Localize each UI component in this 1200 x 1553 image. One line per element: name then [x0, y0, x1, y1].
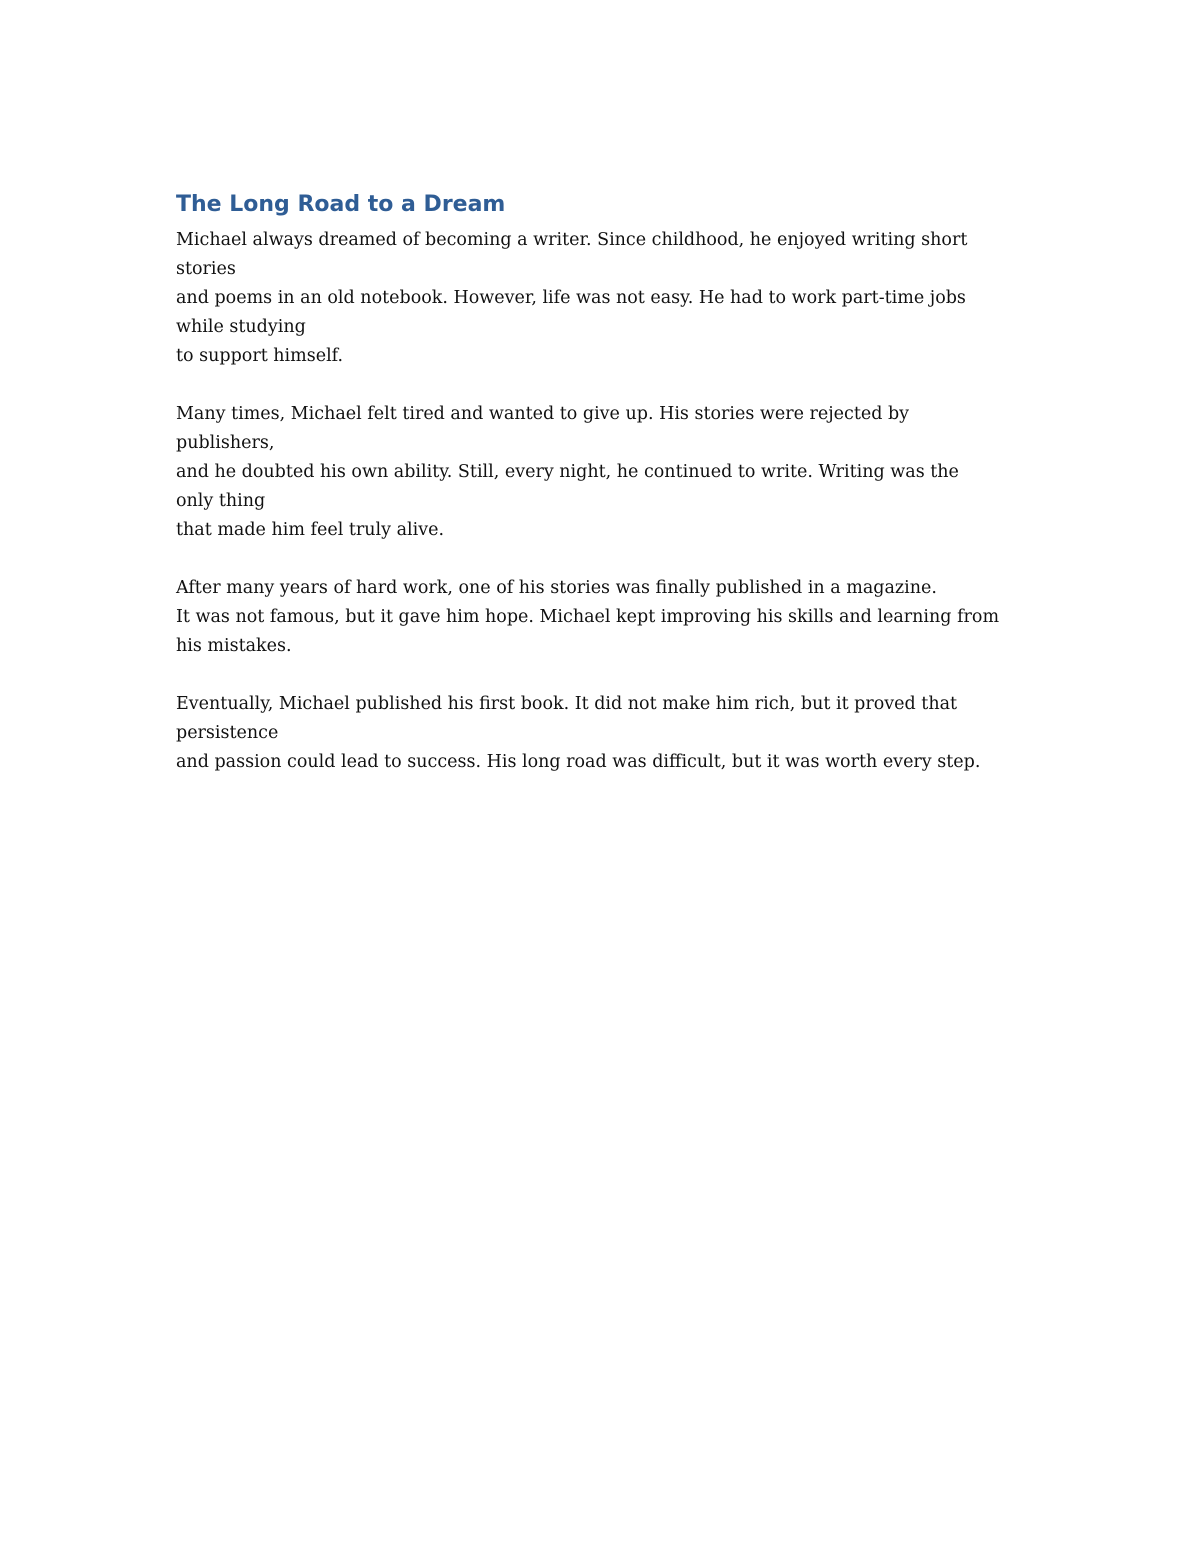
- paragraph-line: It was not famous, but it gave him hope. Michael kept improving his skills and learning from: [176, 607, 1000, 627]
- paragraph-line: to support himself.: [176, 346, 344, 366]
- paragraph-line: only thing: [176, 491, 266, 511]
- paragraph-line: persistence: [176, 723, 279, 743]
- paragraph-line: and he doubted his own ability. Still, every night, he continued to write. Writing was the: [176, 462, 959, 482]
- paragraph-line: Eventually, Michael published his first book. It did not make him rich, but it proved that: [176, 694, 958, 714]
- paragraph-4: [176, 690, 1026, 777]
- paragraph-1: [176, 226, 1026, 371]
- paragraph-3: [176, 574, 1026, 661]
- paragraph-line: publishers,: [176, 433, 275, 453]
- paragraph-line: stories: [176, 259, 236, 279]
- paragraph-line: and passion could lead to success. His long road was difficult, but it was worth every step.: [176, 752, 981, 772]
- document-body: [176, 190, 1026, 806]
- paragraph-line: Michael always dreamed of becoming a writer. Since childhood, he enjoyed writing short: [176, 230, 968, 250]
- paragraph-2: [176, 400, 1026, 545]
- paragraph-line: while studying: [176, 317, 306, 337]
- paragraph-line: After many years of hard work, one of his stories was finally published in a magazine.: [176, 578, 937, 598]
- document-title: The Long Road to a Dream: [176, 192, 506, 217]
- paragraph-line: and poems in an old notebook. However, life was not easy. He had to work part-time jobs: [176, 288, 966, 308]
- paragraph-line: Many times, Michael felt tired and wanted to give up. His stories were rejected by: [176, 404, 910, 424]
- paragraph-line: his mistakes.: [176, 636, 292, 656]
- paragraph-line: that made him feel truly alive.: [176, 520, 445, 540]
